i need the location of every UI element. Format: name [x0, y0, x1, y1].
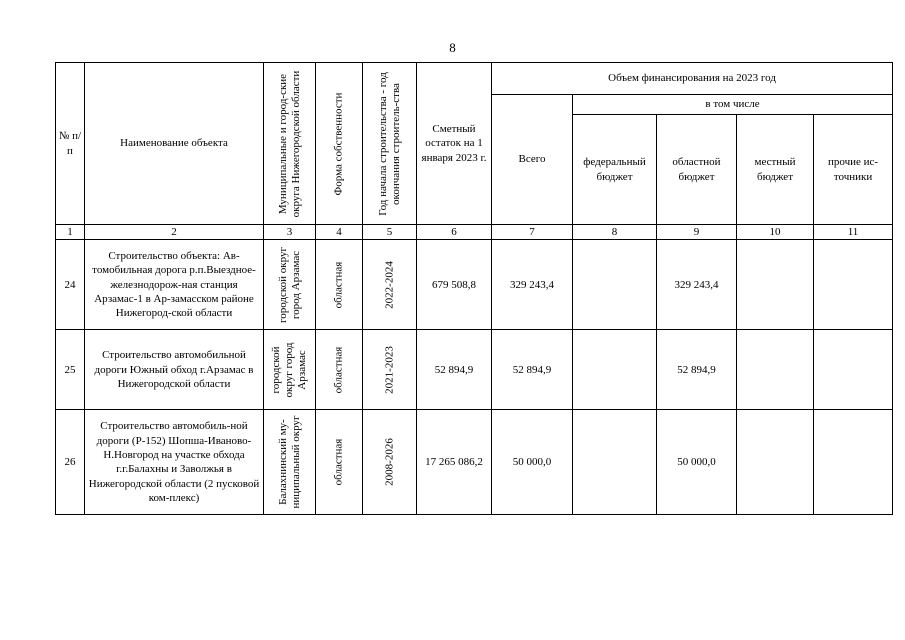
table-row — [56, 240, 893, 330]
row-ownership — [316, 410, 363, 515]
row-regional: 329 243,4 — [657, 240, 737, 330]
row-years — [363, 330, 417, 410]
column-number: 6 — [417, 225, 492, 240]
header-municipality — [264, 63, 316, 225]
header-local: местный бюджет — [737, 115, 814, 225]
column-number: 9 — [657, 225, 737, 240]
row-other — [814, 410, 893, 515]
column-number: 8 — [573, 225, 657, 240]
row-no: 25 — [56, 330, 85, 410]
row-ownership-text: областная — [332, 346, 345, 394]
column-number: 7 — [492, 225, 573, 240]
row-local — [737, 240, 814, 330]
header-total: Всего — [492, 95, 573, 225]
row-name: Строительство автомобиль-ной дороги (Р-152) Шопша-Иваново-Н.Новгород на участке обхода г.г.Балахны и Заволжья в Нижегородской области (2 пусковой ком-плекс) — [85, 410, 264, 515]
row-total: 329 243,4 — [492, 240, 573, 330]
column-number: 5 — [363, 225, 417, 240]
header-regional: областной бюджет — [657, 115, 737, 225]
header-ownership — [316, 63, 363, 225]
row-total: 52 894,9 — [492, 330, 573, 410]
row-years-text: 2021-2023 — [382, 345, 395, 394]
header-funding: Объем финансирования на 2023 год — [492, 63, 893, 95]
column-number: 3 — [264, 225, 316, 240]
header-municipality-text: Муниципальные и город-ские округа Нижегородской области — [276, 70, 302, 217]
row-federal — [573, 330, 657, 410]
row-municipality — [264, 410, 316, 515]
row-estimate: 52 894,9 — [417, 330, 492, 410]
header-other: прочие ис-точники — [814, 115, 893, 225]
row-other — [814, 240, 893, 330]
header-years-text: Год начала строительства - год окончания строитель-ства — [376, 71, 402, 216]
row-ownership — [316, 240, 363, 330]
row-name: Строительство автомобильной дороги Южный обход г.Арзамас в Нижегородской области — [85, 330, 264, 410]
column-number: 10 — [737, 225, 814, 240]
header-no: № п/п — [56, 63, 85, 225]
page-number: 8 — [449, 40, 456, 55]
column-number: 1 — [56, 225, 85, 240]
row-municipality — [264, 330, 316, 410]
table-row — [56, 410, 893, 515]
table-row — [56, 330, 893, 410]
column-number: 4 — [316, 225, 363, 240]
row-total: 50 000,0 — [492, 410, 573, 515]
column-numbers-row — [56, 225, 893, 240]
row-estimate: 17 265 086,2 — [417, 410, 492, 515]
row-local — [737, 410, 814, 515]
row-regional: 52 894,9 — [657, 330, 737, 410]
header-estimate: Сметный остаток на 1 января 2023 г. — [417, 63, 492, 225]
row-regional: 50 000,0 — [657, 410, 737, 515]
header-including: в том числе — [573, 95, 893, 115]
row-years-text: 2022-2024 — [382, 260, 395, 309]
row-federal — [573, 410, 657, 515]
row-years-text: 2008-2026 — [382, 438, 395, 487]
financing-table — [55, 62, 893, 515]
row-municipality-text: Балахнинский му-ниципальный округ — [276, 415, 302, 509]
header-name: Наименование объекта — [85, 63, 264, 225]
row-municipality-text: городской округ город Арзамас — [276, 246, 302, 323]
header-years — [363, 63, 417, 225]
row-no: 24 — [56, 240, 85, 330]
column-number: 11 — [814, 225, 893, 240]
row-federal — [573, 240, 657, 330]
row-local — [737, 330, 814, 410]
row-ownership — [316, 330, 363, 410]
row-municipality — [264, 240, 316, 330]
row-name: Строительство объекта: Ав-томобильная дорога р.п.Выездное- железнодорож-ная станция Арзамас-1 в Ар-замасском районе Нижегород-ской области — [85, 240, 264, 330]
row-years — [363, 410, 417, 515]
header-ownership-text: Форма собственности — [332, 92, 345, 195]
column-number: 2 — [85, 225, 264, 240]
row-ownership-text: областная — [332, 261, 345, 309]
header-federal: федеральный бюджет — [573, 115, 657, 225]
row-no: 26 — [56, 410, 85, 515]
row-ownership-text: областная — [332, 438, 345, 486]
row-estimate: 679 508,8 — [417, 240, 492, 330]
row-other — [814, 330, 893, 410]
row-municipality-text: городской округ город Арзамас — [269, 342, 309, 398]
row-years — [363, 240, 417, 330]
